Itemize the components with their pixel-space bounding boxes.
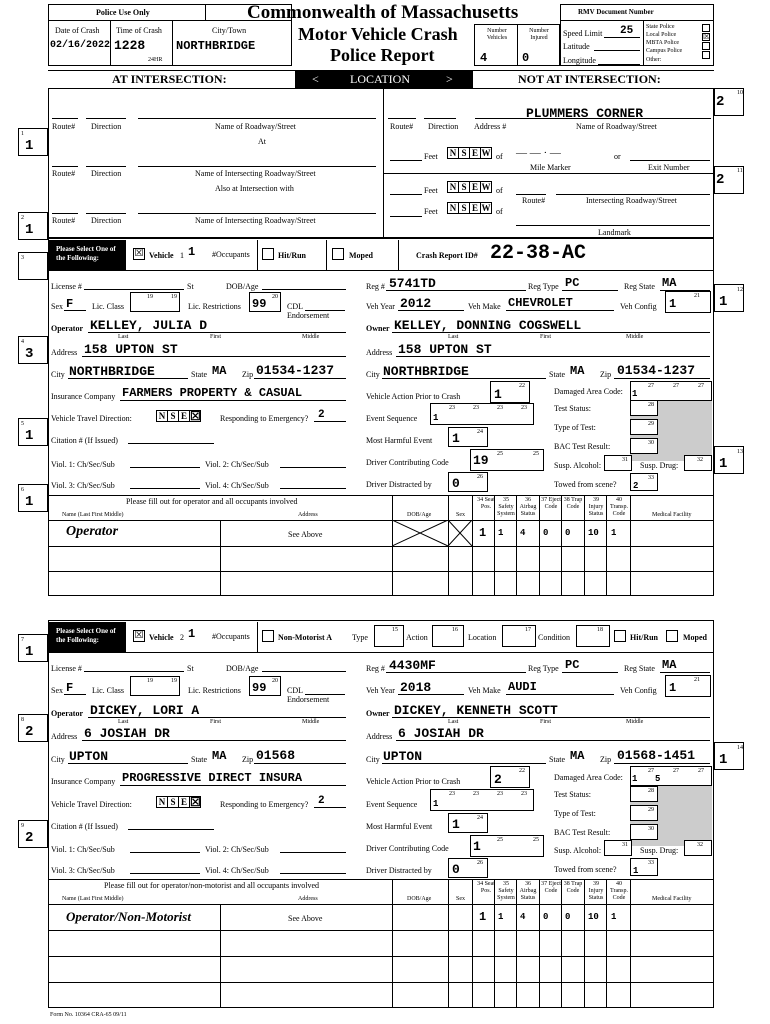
police-use-only: Police Use Only — [96, 8, 150, 17]
num-vehicles: 4 — [480, 51, 488, 65]
v2-owner-city: UPTON — [383, 749, 423, 764]
title-commonwealth: Commonwealth of Massachusetts — [247, 2, 519, 23]
v1-owner-label: Owner — [366, 324, 390, 333]
v2-distracted-label: Driver Distracted by — [366, 866, 432, 875]
mile-marker-label: Mile Marker — [530, 163, 571, 172]
v2-harmful: 1 — [452, 817, 460, 832]
vehicle-1-occupants: 1 — [188, 245, 196, 259]
v2-typetest-label: Type of Test: — [554, 809, 596, 818]
v1-eventseq: 1 — [433, 413, 439, 423]
v2-towed: 1 — [633, 866, 639, 876]
side-box-5: 5 1 — [18, 418, 48, 446]
v1-license-label: License # — [51, 282, 82, 291]
v1-cdl-label: CDL — [287, 302, 303, 311]
v2-cdl-label: CDL — [287, 686, 303, 695]
v1-operator-row-label: Operator — [66, 524, 119, 539]
v1-dob-label: DOB/Age — [226, 282, 259, 291]
police-check-state[interactable] — [702, 24, 710, 32]
v2-sex: F — [66, 681, 74, 695]
v2-viol2-label: Viol. 2: Ch/Sec/Sub — [205, 845, 269, 854]
v2-owner-state: MA — [570, 749, 585, 763]
landmark-label: Landmark — [598, 228, 631, 237]
v1-regstate: MA — [662, 276, 677, 290]
v1-vehmake: CHEVROLET — [508, 296, 573, 310]
v1-owner: KELLEY, DONNING COGSWELL — [394, 318, 582, 333]
v2-see-above: See Above — [288, 914, 323, 923]
v2-distracted: 0 — [452, 862, 460, 877]
side-box-2: 2 1 — [18, 212, 48, 240]
v1-owner-city-label: City — [366, 370, 380, 379]
v2-medical-col: Medical Facility — [652, 896, 692, 902]
v1-sex-label: Sex — [51, 302, 63, 311]
v1-viol4-label: Viol. 4: Ch/Sec/Sub — [205, 481, 269, 490]
hr24-label: 24HR — [148, 57, 163, 63]
v2-address: 6 JOSIAH DR — [84, 726, 170, 741]
v1-address: 158 UPTON ST — [84, 342, 178, 357]
v1-vehyear-label: Veh Year — [366, 302, 395, 311]
v1-eventseq-label: Event Sequence — [366, 414, 418, 423]
v2-licclass-label: Lic. Class — [92, 686, 124, 695]
v1-licrestr-label: Lic. Restrictions — [188, 302, 241, 311]
v2-viol1-label: Viol. 1: Ch/Sec/Sub — [51, 845, 115, 854]
nonmotorist-label: Non-Motorist A — [278, 633, 332, 642]
v1-vehaction-label: Vehicle Action Prior to Crash — [366, 392, 461, 401]
occupants-label-2: #Occupants — [212, 632, 250, 641]
v2-dob-label: DOB/Age — [226, 664, 259, 673]
v2-owner-city-label: City — [366, 755, 380, 764]
v2-vehyear: 2018 — [400, 680, 432, 695]
num-vehicles-label: Number Vehicles — [486, 28, 508, 41]
v2-owner-state-label: State — [549, 755, 565, 764]
v2-license-label: License # — [51, 664, 82, 673]
v2-dob-col: DOB/Age — [407, 896, 432, 902]
speed-limit: 25 — [620, 25, 634, 37]
v1-damaged: 1 — [632, 389, 638, 399]
v2-contributing: 1 — [473, 839, 481, 854]
v2-owner-label: Owner — [366, 709, 390, 718]
police-type-mbta: MBTA Police — [646, 40, 680, 46]
route-label-3: Route# — [52, 216, 76, 225]
v2-travel-label: Vehicle Travel Direction: — [51, 800, 132, 809]
v2-vehyear-label: Veh Year — [366, 686, 395, 695]
v1-vehconfig-label: Veh Config — [620, 302, 657, 311]
form-number: Form No. 10364 CRA-65 09/11 — [50, 1012, 127, 1018]
v1-see-above: See Above — [288, 530, 323, 539]
v1-distracted: 0 — [452, 476, 460, 491]
address-num-label: Address # — [474, 122, 507, 131]
city-label: City/Town — [212, 26, 247, 35]
v1-medical-col: Medical Facility — [652, 512, 692, 518]
vehicle-1-number: 1 — [180, 251, 184, 260]
v2-state-label: State — [191, 755, 207, 764]
v1-responding: 2 — [318, 409, 325, 421]
police-check-mbta[interactable] — [702, 42, 710, 50]
time-label: Time of Crash — [116, 26, 162, 35]
v1-addr-col: Address — [298, 512, 318, 518]
v2-owner-zip: 01568-1451 — [617, 748, 696, 763]
speed-limit-label: Speed Limit — [563, 29, 603, 38]
crash-city: NORTHBRIDGE — [176, 39, 256, 53]
v1-owner-state-label: State — [549, 370, 565, 379]
v2-owner-zip-label: Zip — [600, 755, 612, 764]
v2-endorsement-label: Endorsement — [287, 695, 330, 704]
police-type-campus: Campus Police — [646, 48, 683, 54]
exit-number-label: Exit Number — [648, 163, 690, 172]
v2-insurance-label: Insurance Company — [51, 777, 116, 786]
v2-damaged-label: Damaged Area Code: — [554, 773, 623, 782]
v1-city-label: City — [51, 370, 65, 379]
v2-vehconfig-label: Veh Config — [620, 686, 657, 695]
v2-bac-label: BAC Test Result: — [554, 828, 611, 837]
v1-sex: F — [66, 297, 74, 311]
mile-marker-dashes: — — · — — [516, 147, 561, 159]
side-box-7: 7 1 — [18, 634, 48, 662]
side-box-1: 1 1 — [18, 128, 48, 156]
v2-sex-col: Sex — [456, 896, 465, 902]
v2-please-fill: Please fill out for operator/non-motorist and all occupants involved — [104, 881, 320, 890]
v2-name-col: Name (Last First Middle) — [62, 896, 124, 902]
v1-distracted-label: Driver Distracted by — [366, 480, 432, 489]
police-type-state: State Police — [646, 24, 675, 30]
v2-owner-address-label: Address — [366, 732, 393, 741]
title-mvc: Motor Vehicle Crash — [298, 24, 458, 44]
v1-typetest-label: Type of Test: — [554, 423, 596, 432]
nm-condition-label: Condition — [538, 633, 571, 642]
v2-responding-label: Responding to Emergency? — [220, 800, 309, 809]
v2-city-label: City — [51, 755, 65, 764]
date-label: Date of Crash — [55, 26, 100, 35]
v1-operator-label: Operator — [51, 324, 83, 333]
vehicle-word-1: Vehicle — [149, 251, 174, 260]
roadway-label-1: Name of Roadway/Street — [215, 122, 296, 131]
rmv-doc-label: RMV Document Number — [578, 8, 654, 16]
v2-owner-address: 6 JOSIAH DR — [398, 726, 484, 741]
police-check-campus[interactable] — [702, 51, 710, 59]
feet-label-1: Feet — [424, 152, 438, 161]
direction-label-2: Direction — [91, 169, 122, 178]
v1-vehconfig: 1 — [669, 297, 677, 311]
v2-eventseq-box[interactable] — [430, 789, 534, 811]
v1-reg: 5741TD — [389, 276, 436, 291]
v2-zip-label: Zip — [242, 755, 254, 764]
at-intersection-label: AT INTERSECTION: — [112, 72, 227, 86]
feet-label-3: Feet — [424, 207, 438, 216]
occupants-label-1: #Occupants — [212, 250, 250, 259]
v2-responding: 2 — [318, 795, 325, 807]
nonmotorist-check[interactable] — [262, 630, 274, 642]
roadway-value: PLUMMERS CORNER — [526, 106, 644, 121]
v2-drug-label: Susp. Drug: — [640, 846, 679, 855]
v2-teststatus-label: Test Status: — [554, 790, 591, 799]
of-label-2: of — [496, 186, 503, 195]
v2-travel-w-checked[interactable]: ☒ — [190, 795, 201, 809]
of-label-3: of — [496, 207, 503, 216]
v1-travel-w-checked[interactable]: ☒ — [190, 409, 201, 423]
direction-label-1: Direction — [91, 122, 122, 131]
v2-licrestr-label: Lic. Restrictions — [188, 686, 241, 695]
v1-zip-label: Zip — [242, 370, 254, 379]
v2-vehaction-label: Vehicle Action Prior to Crash — [366, 777, 461, 786]
v1-bac-label: BAC Test Result: — [554, 442, 611, 451]
v2-operator: DICKEY, LORI A — [90, 703, 200, 718]
v2-viol4-label: Viol. 4: Ch/Sec/Sub — [205, 866, 269, 875]
v2-city: UPTON — [69, 749, 109, 764]
v2-zip: 01568 — [256, 748, 296, 763]
v2-citation-label: Citation # (If Issued) — [51, 822, 118, 831]
intersecting-roadway-label: Intersecting Roadway/Street — [586, 196, 677, 205]
v2-regstate: MA — [662, 658, 677, 672]
field-10-value: 2 — [716, 94, 725, 110]
v1-viol1-label: Viol. 1: Ch/Sec/Sub — [51, 460, 115, 469]
v1-st-label: St — [187, 282, 194, 291]
v1-contributing-label: Driver Contributing Code — [366, 458, 449, 467]
nm-location-label: Location — [468, 633, 497, 642]
v1-vehyear: 2012 — [400, 296, 432, 311]
v1-insurance: FARMERS PROPERTY & CASUAL — [122, 386, 303, 400]
location-left-arrow: < — [312, 72, 319, 86]
v2-st-label: St — [187, 664, 194, 673]
v1-address-label: Address — [51, 348, 78, 357]
v2-operator-label: Operator — [51, 709, 83, 718]
crash-report-page: Police Use Only Date of Crash Time of Crash City/Town 02/16/2022 1228 24HR NORTHBRIDGE Commonwealth of Massachusetts Motor Vehicle Crash Police Report Number Vehicles Number Injured 4 0 RMV Document Number Speed Limit 25 Latitude Longitude State Police Local Police MBTA Police Campus Police Other: ☒ AT INTERSECTION: < LOCATION > NOT AT INTERSECTION: 10 2 11 2 Route# Direction Name of Roadway/Street At Route# Direction Name of Intersecting Roadway/Street Also at Intersection with Route# Direction Name of Intersecting Roadway/Street PLUMMERS CORNER Route# Direction Address # Name of Roadway/Street Feet N S E W of — — · — or Mile Marker Exit Number Feet N S E W of Route# Intersecting Roadway/Street Feet N S E W of Landmark 1 1 2 1 3 Please Select One of the Following: ☒ Vehicle 1 1 #Occupants Hit/Run Moped Crash Report ID# 22-38-AC License # St DOB/Age Sex F Lic. Class 19 19 Lic. Restrictions 20 99 CDL Endorsement Operator KELLEY, JULIA D Last First Middle 4 3 Address 158 UPTON ST City NORTHBRIDGE State MA Zip 01534-1237 Insurance Company FARMERS PROPERTY & CASUAL Vehicle Travel Direction: N S E ☒ Responding to Emergency? 2 5 1 Citation # (If Issued) Viol. 1: Ch/Sec/Sub Viol. 2: Ch/Sec/Sub Viol. 3: Ch/Sec/Sub Viol. 4: Ch/Sec/Sub 6 1 Reg # 5741TD Reg Type PC Reg State MA Veh Year 2012 Veh Make CHEVROLET Veh Config 21 1 12 1 Owner KELLEY, DONNING COGSWELL Last First Middle Address 158 UPTON ST City NORTHBRIDGE State MA Zip 01534-1237 Vehicle Action Prior to Crash 22 1 Damaged Area Code: 27 27 27 1 Event Sequence 23 23 23 23 1 Test Status: 28 Type of Test: 29 Most Harmful Event 24 1 BAC Test Result: 30 Driver Contributing Code 25 25 19 Susp. Alcohol: 31 Susp. Drug: 32 13 1 Driver Distracted by 26 0 Towed from scene? 33 2 Please fill out for operator and all occupants involved Name (Last First Middle) Address DOB/Age Sex 34 Seat Pos. 35 Safety System 36 Airbag Status 37 Eject Code 38 Trap Code 39 Injury Status 40 Transp. Code Medical Facility Operator See Above 1 1 4 0 0 10 1 7 1 Please Select One of the Following: ☒ Vehicle 2 1 #Occupants Non-Motorist A Type 15 Action 16 Location 17 Condition 18 Hit/Run Moped License # St DOB/Age Sex F Lic. Class 19 19 Lic. Restrictions 20 99 CDL Endorsement Operator DICKEY, LORI A Last First Middle 8 2 Address 6 JOSIAH DR City UPTON State MA Zip 01568 Insurance Company PROGRESSIVE DIRECT INSURA Vehicle Travel Direction: N S E ☒ Responding to Emergency? 2 Citation # (If Issued) 9 2 Viol. 1: Ch/Sec/Sub Viol. 2: Ch/Sec/Sub Viol. 3: Ch/Sec/Sub Viol. 4: Ch/Sec/Sub Reg # 4430MF Reg Type PC Reg State MA Veh Year 2018 Veh Make AUDI Veh Config 21 1 Owner DICKEY, KENNETH SCOTT Last First Middle Address 6 JOSIAH DR City UPTON State MA Zip 01568-1451 14 1 Vehicle Action Prior to Crash 22 2 Damaged Area Code: 27 27 27 1 5 Event Sequence 23 23 23 23 1 Test Status: 28 Type of Test: 29 Most Harmful Event 24 1 BAC Test Result: 30 Driver Contributing Code 25 25 1 Susp. Alcohol: 31 Susp. Drug: 32 Driver Distracted by 26 0 Towed from scene? 33 1 Please fill out for operator/non-motorist and all occupants involved Name (Last First Middle) Address DOB/Age Sex 34 Seat Pos. 35 Safety System 36 Airbag Status 37 Eject Code 38 Trap Code 39 Injury Status 40 Transp. Code Medical Facility Operator/Non-Motorist See Above 1 1 4 0 0 10 1 Form No. 10364 CRA-65 09/11 — [0, 0, 770, 1024]
crash-date: 02/16/2022 — [50, 40, 111, 51]
side-box-14: 14 1 — [714, 742, 744, 770]
route-label-r2: Route# — [522, 196, 546, 205]
v2-alcohol-label: Susp. Alcohol: — [554, 846, 602, 855]
v1-harmful: 1 — [452, 431, 460, 446]
v2-owner: DICKEY, KENNETH SCOTT — [394, 703, 558, 718]
select-one-label-1: Please Select One of the Following: — [56, 245, 116, 262]
of-label-1: of — [496, 152, 503, 161]
v1-eventseq-box[interactable] — [430, 403, 534, 425]
v2-eventseq: 1 — [433, 799, 439, 809]
v1-licrestr: 99 — [252, 297, 267, 311]
v1-owner-address: 158 UPTON ST — [398, 342, 492, 357]
v1-dob-col: DOB/Age — [407, 512, 432, 518]
also-at-label: Also at Intersection with — [215, 184, 294, 193]
v2-regtype: PC — [565, 658, 580, 672]
field-11-value: 2 — [716, 172, 725, 188]
v1-regtype: PC — [565, 276, 580, 290]
v1-owner-zip: 01534-1237 — [617, 363, 696, 378]
v1-insurance-label: Insurance Company — [51, 392, 116, 401]
v1-city: NORTHBRIDGE — [69, 364, 155, 379]
roadway-label-r: Name of Roadway/Street — [576, 122, 657, 131]
side-box-3: 3 — [18, 252, 48, 280]
v1-zip: 01534-1237 — [256, 363, 335, 378]
police-type-local: Local Police — [646, 32, 677, 38]
v2-regstate-label: Reg State — [624, 664, 655, 673]
v2-state: MA — [212, 749, 227, 763]
v2-addr-col: Address — [298, 896, 318, 902]
route-label-1: Route# — [52, 122, 76, 131]
v1-alcohol-label: Susp. Alcohol: — [554, 461, 602, 470]
v1-harmful-label: Most Harmful Event — [366, 436, 433, 445]
crash-report-id: 22-38-AC — [490, 242, 587, 265]
v1-citation-label: Citation # (If Issued) — [51, 436, 118, 445]
hitrun-check-2[interactable] — [614, 630, 626, 642]
v2-sex-label: Sex — [51, 686, 63, 695]
v1-name-col: Name (Last First Middle) — [62, 512, 124, 518]
police-type-other: Other: — [646, 57, 662, 63]
v1-regtype-label: Reg Type — [528, 282, 559, 291]
hitrun-check-1[interactable] — [262, 248, 274, 260]
vehicle-1-check[interactable]: ☒ — [134, 248, 144, 259]
intersecting-label-1: Name of Intersecting Roadway/Street — [195, 169, 316, 178]
longitude-label: Longitude — [563, 56, 596, 65]
v1-viol2-label: Viol. 2: Ch/Sec/Sub — [205, 460, 269, 469]
v2-vehaction: 2 — [494, 772, 502, 787]
moped-label-1: Moped — [349, 251, 373, 260]
v2-towed-label: Towed from scene? — [554, 865, 617, 874]
v1-towed-label: Towed from scene? — [554, 480, 617, 489]
police-check-local[interactable]: ☒ — [703, 32, 711, 41]
vehicle-2-occupants: 1 — [188, 627, 196, 641]
side-box-6: 6 1 — [18, 484, 48, 512]
v2-damaged-2: 5 — [655, 774, 661, 784]
v1-sex-col: Sex — [456, 512, 465, 518]
v2-reg-label: Reg # — [366, 664, 385, 673]
side-box-9: 9 2 — [18, 820, 48, 848]
v1-owner-state: MA — [570, 364, 585, 378]
v1-vehmake-label: Veh Make — [468, 302, 501, 311]
v1-operator-cross — [392, 520, 472, 546]
vehicle-word-2: Vehicle — [149, 633, 174, 642]
v1-please-fill: Please fill out for operator and all occupants involved — [126, 497, 298, 506]
crash-report-label: Crash Report ID# — [416, 251, 478, 260]
v1-state: MA — [212, 364, 227, 378]
num-injured: 0 — [522, 51, 530, 65]
moped-check-1[interactable] — [332, 248, 344, 260]
v1-viol3-label: Viol. 3: Ch/Sec/Sub — [51, 481, 115, 490]
v1-endorsement-label: Endorsement — [287, 311, 330, 320]
v1-responding-label: Responding to Emergency? — [220, 414, 309, 423]
nm-type-label: Type — [352, 633, 368, 642]
num-injured-label: Number Injured — [529, 28, 549, 41]
nm-action-label: Action — [406, 633, 428, 642]
location-right-arrow: > — [446, 72, 453, 86]
v2-insurance: PROGRESSIVE DIRECT INSURA — [122, 771, 303, 785]
side-box-4: 4 3 — [18, 336, 48, 364]
v2-vehmake: AUDI — [508, 680, 537, 694]
v2-address-label: Address — [51, 732, 78, 741]
select-one-label-2: Please Select One of the Following: — [56, 627, 116, 644]
v1-drug-label: Susp. Drug: — [640, 461, 679, 470]
hitrun-label-1: Hit/Run — [278, 251, 307, 260]
route-label-2: Route# — [52, 169, 76, 178]
v1-contributing: 19 — [473, 453, 489, 468]
v1-vehaction: 1 — [494, 387, 502, 402]
feet-label-2: Feet — [424, 186, 438, 195]
direction-label-r: Direction — [428, 122, 459, 131]
v2-reg: 4430MF — [389, 658, 436, 673]
v2-vehconfig: 1 — [669, 681, 677, 695]
side-box-12: 12 1 — [714, 284, 744, 312]
v1-owner-address-label: Address — [366, 348, 393, 357]
side-box-8: 8 2 — [18, 714, 48, 742]
vehicle-2-number: 2 — [180, 633, 184, 642]
route-label-r: Route# — [390, 122, 414, 131]
v2-licrestr: 99 — [252, 681, 267, 695]
title-police-report: Police Report — [330, 45, 435, 65]
location-label: LOCATION — [350, 72, 410, 86]
crash-time: 1228 — [114, 38, 146, 53]
v1-travel-label: Vehicle Travel Direction: — [51, 414, 132, 423]
v2-viol3-label: Viol. 3: Ch/Sec/Sub — [51, 866, 115, 875]
v1-teststatus-label: Test Status: — [554, 404, 591, 413]
v1-reg-label: Reg # — [366, 282, 385, 291]
direction-label-3: Direction — [91, 216, 122, 225]
v2-operator-row-label: Operator/Non-Motorist — [66, 909, 191, 924]
vehicle-2-check[interactable]: ☒ — [134, 630, 144, 641]
moped-label-2: Moped — [683, 633, 707, 642]
v2-vehmake-label: Veh Make — [468, 686, 501, 695]
v1-state-label: State — [191, 370, 207, 379]
at-label: At — [258, 137, 266, 146]
v1-regstate-label: Reg State — [624, 282, 655, 291]
v1-licclass-label: Lic. Class — [92, 302, 124, 311]
v1-damaged-label: Damaged Area Code: — [554, 387, 623, 396]
or-label: or — [614, 152, 621, 161]
v2-eventseq-label: Event Sequence — [366, 800, 418, 809]
side-box-13: 13 1 — [714, 446, 744, 474]
latitude-label: Latitude — [563, 42, 590, 51]
v1-towed: 2 — [633, 481, 639, 491]
intersecting-label-2: Name of Intersecting Roadway/Street — [195, 216, 316, 225]
v2-regtype-label: Reg Type — [528, 664, 559, 673]
v2-damaged: 1 — [632, 774, 638, 784]
v2-contributing-label: Driver Contributing Code — [366, 844, 449, 853]
not-at-intersection-label: NOT AT INTERSECTION: — [518, 72, 661, 86]
v1-owner-city: NORTHBRIDGE — [383, 364, 469, 379]
v1-operator: KELLEY, JULIA D — [90, 318, 208, 333]
v1-owner-zip-label: Zip — [600, 370, 612, 379]
moped-check-2[interactable] — [666, 630, 678, 642]
v2-harmful-label: Most Harmful Event — [366, 822, 433, 831]
hitrun-label-2: Hit/Run — [630, 633, 659, 642]
